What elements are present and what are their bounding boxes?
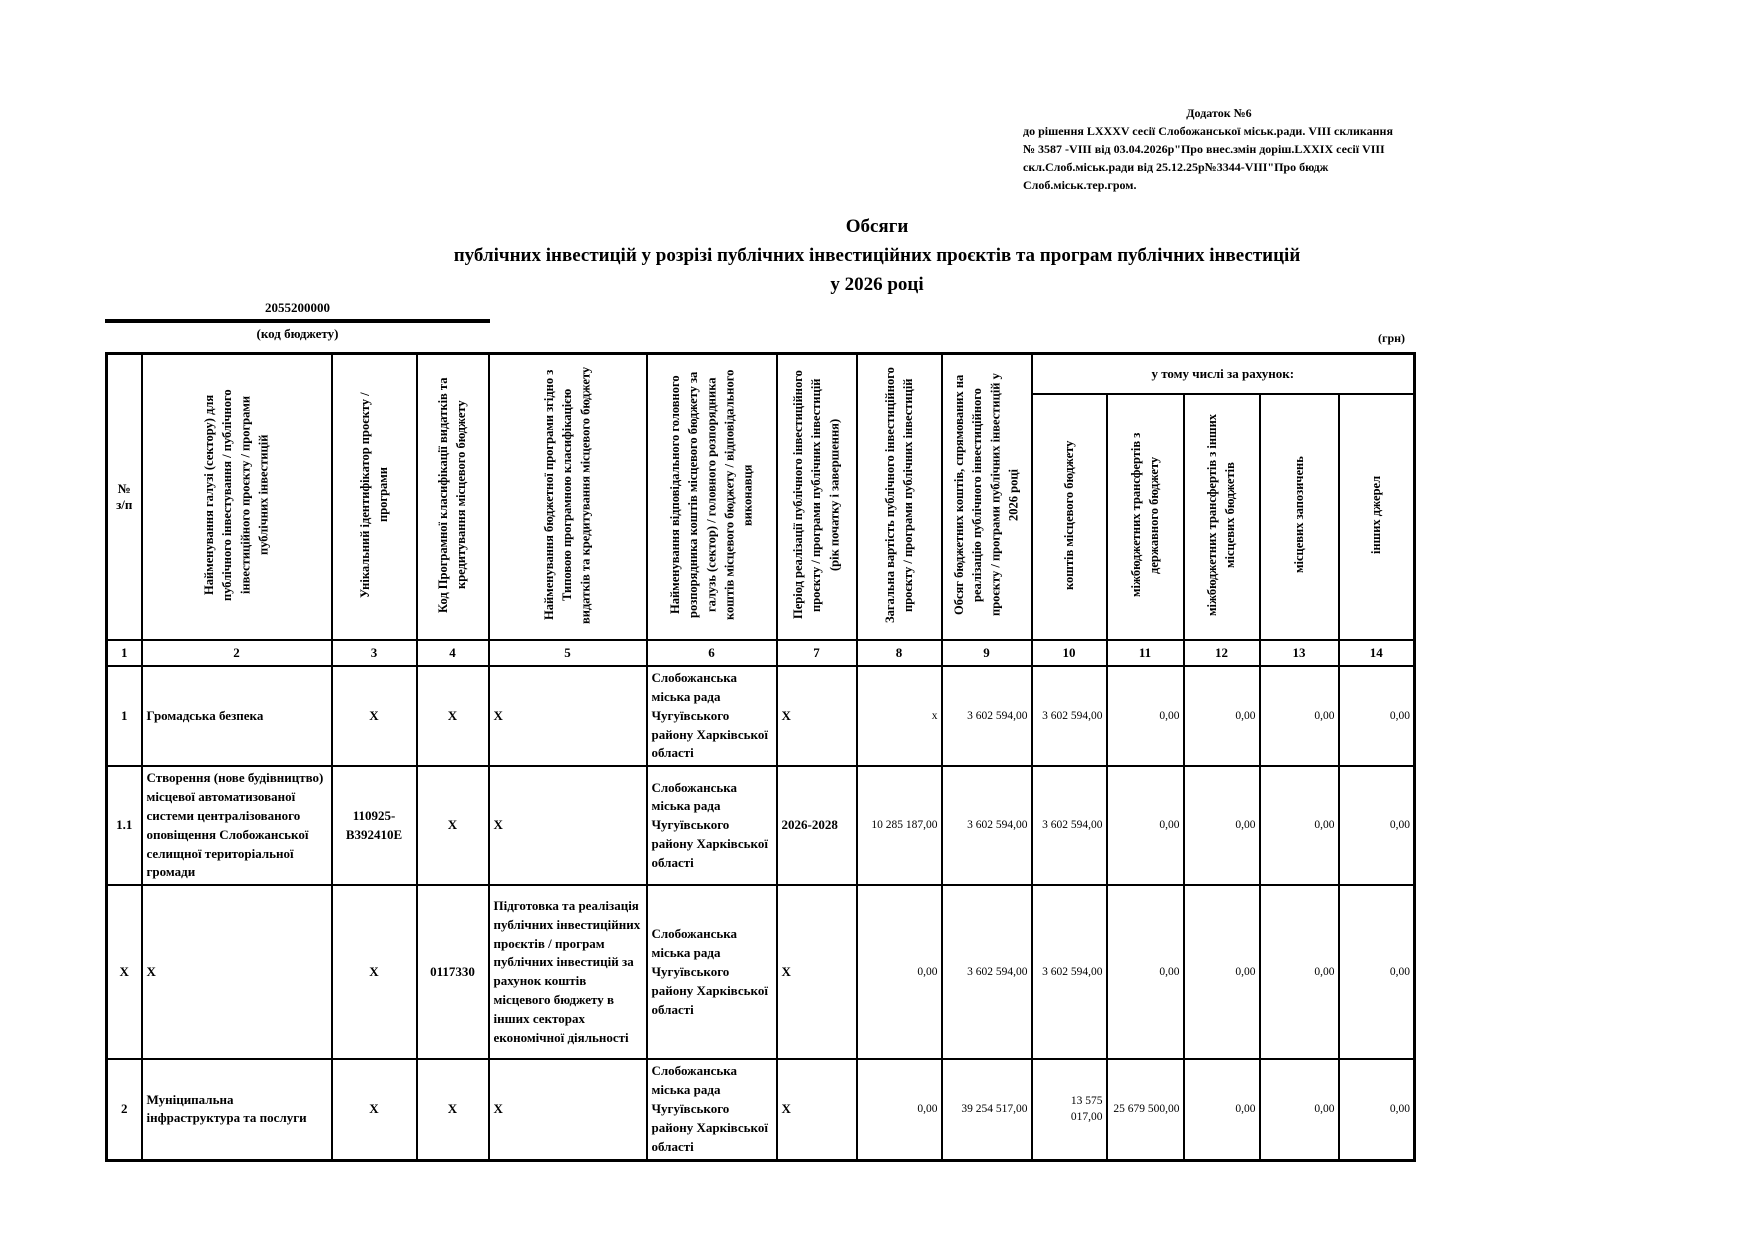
cell-row-num: 1.1	[107, 766, 142, 885]
cell-row-num: X	[107, 885, 142, 1059]
cell-local-borrowings: 0,00	[1260, 666, 1339, 766]
title-line-1: Обсяги	[845, 216, 909, 237]
cell-identifier: X	[332, 1059, 417, 1160]
cell-program-name: X	[489, 766, 647, 885]
cell-local-budget: 3 602 594,00	[1032, 666, 1107, 766]
cell-period: X	[777, 1059, 857, 1160]
cell-sector-name: Муніципальна інфраструктура та послуги	[142, 1059, 332, 1160]
cell-sector-name: Громадська безпека	[142, 666, 332, 766]
column-number-row	[107, 640, 1415, 666]
cell-total-cost: 0,00	[857, 885, 942, 1059]
column-number: 14	[1339, 640, 1415, 666]
column-header-num: № з/п	[107, 354, 142, 641]
column-header-local-borrowings: місцевих запозичень	[1260, 394, 1339, 640]
column-header-administrator: Найменування відповідального головного розпорядника коштів місцевого бюджету за галузь (сектор) / головного розпорядника коштів місцевого бюджету / відповідального виконавця	[647, 354, 777, 641]
column-number: 13	[1260, 640, 1339, 666]
cell-administrator: Слобожанська міська рада Чугуївського району Харківської області	[647, 666, 777, 766]
cell-other-local-transfers: 0,00	[1184, 1059, 1260, 1160]
cell-program-code: X	[417, 666, 489, 766]
cell-program-name: X	[489, 666, 647, 766]
cell-local-budget: 13 575 017,00	[1032, 1059, 1107, 1160]
cell-administrator: Слобожанська міська рада Чугуївського району Харківської області	[647, 1059, 777, 1160]
cell-budget-2026: 3 602 594,00	[942, 885, 1032, 1059]
table-row	[107, 1059, 1415, 1160]
appendix-title: Додаток №6	[1186, 106, 1252, 120]
column-number: 1	[107, 640, 142, 666]
cell-total-cost: х	[857, 666, 942, 766]
column-number: 5	[489, 640, 647, 666]
cell-identifier: 110925-В392410Е	[332, 766, 417, 885]
cell-local-borrowings: 0,00	[1260, 766, 1339, 885]
cell-budget-2026: 3 602 594,00	[942, 666, 1032, 766]
group-header-including: у тому числі за рахунок:	[1032, 354, 1415, 395]
appendix-block	[1023, 104, 1415, 194]
cell-other-local-transfers: 0,00	[1184, 766, 1260, 885]
column-header-state-transfers: міжбюджетних трансфертів з державного бюджету	[1107, 394, 1184, 640]
cell-other-sources: 0,00	[1339, 666, 1415, 766]
cell-state-transfers: 0,00	[1107, 666, 1184, 766]
column-header-identifier: Унікальний ідентифікатор проєкту / програми	[332, 354, 417, 641]
cell-state-transfers: 0,00	[1107, 885, 1184, 1059]
table-row	[107, 766, 1415, 885]
title-line-3: у 2026 році	[830, 274, 924, 295]
column-number: 4	[417, 640, 489, 666]
column-header-other-local-transfers: міжбюджетних трансфертів з інших місцевих бюджетів	[1184, 394, 1260, 640]
cell-sector-name: X	[142, 885, 332, 1059]
column-header-total-cost: Загальна вартість публічного інвестиційного проєкту / програми публічних інвестицій	[857, 354, 942, 641]
cell-row-num: 1	[107, 666, 142, 766]
column-number: 9	[942, 640, 1032, 666]
cell-total-cost: 10 285 187,00	[857, 766, 942, 885]
cell-program-name: X	[489, 1059, 647, 1160]
column-number: 2	[142, 640, 332, 666]
appendix-line: скл.Слоб.міськ.ради від 25.12.25р№3344-VIII"Про бюдж Слоб.міськ.тер.гром.	[1023, 160, 1329, 192]
cell-identifier: X	[332, 666, 417, 766]
cell-administrator: Слобожанська міська рада Чугуївського району Харківської області	[647, 885, 777, 1059]
column-header-other-sources: інших джерел	[1339, 394, 1415, 640]
cell-local-budget: 3 602 594,00	[1032, 766, 1107, 885]
column-number: 3	[332, 640, 417, 666]
column-header-period: Період реалізації публічного інвестиційного проєкту / програми публічних інвестицій (рік початку і завершення)	[777, 354, 857, 641]
cell-program-code: X	[417, 766, 489, 885]
cell-total-cost: 0,00	[857, 1059, 942, 1160]
column-header-budget-2026: Обсяг бюджетних коштів, спрямованих на реалізацію публічного інвестиційного проєкту / програми публічних інвестицій у 2026 році	[942, 354, 1032, 641]
cell-identifier: X	[332, 885, 417, 1059]
cell-other-sources: 0,00	[1339, 1059, 1415, 1160]
column-header-local-budget: коштів місцевого бюджету	[1032, 394, 1107, 640]
cell-period: X	[777, 666, 857, 766]
cell-budget-2026: 39 254 517,00	[942, 1059, 1032, 1160]
cell-state-transfers: 0,00	[1107, 766, 1184, 885]
cell-other-sources: 0,00	[1339, 766, 1415, 885]
cell-program-name: Підготовка та реалізація публічних інвестиційних проєктів / програм публічних інвестицій за рахунок коштів місцевого бюджету в інших секторах економічної діяльності	[489, 885, 647, 1059]
column-number: 10	[1032, 640, 1107, 666]
cell-program-code: X	[417, 1059, 489, 1160]
cell-local-borrowings: 0,00	[1260, 1059, 1339, 1160]
column-number: 12	[1184, 640, 1260, 666]
column-number: 11	[1107, 640, 1184, 666]
table-row	[107, 885, 1415, 1059]
table-row	[107, 666, 1415, 766]
cell-local-borrowings: 0,00	[1260, 885, 1339, 1059]
budget-code-label: (код бюджету)	[256, 326, 339, 341]
cell-other-sources: 0,00	[1339, 885, 1415, 1059]
appendix-line: до рішення LXXXV сесії Слобожанської міськ.ради. VIII скликання	[1023, 124, 1393, 138]
investments-table-wrap	[105, 352, 1416, 1162]
cell-sector-name: Створення (нове будівництво) місцевої автоматизованої системи централізованого оповіщення Слобожанської селищної територіальної громади	[142, 766, 332, 885]
budget-code: 2055200000	[105, 300, 490, 323]
cell-budget-2026: 3 602 594,00	[942, 766, 1032, 885]
cell-program-code: 0117330	[417, 885, 489, 1059]
cell-period: 2026-2028	[777, 766, 857, 885]
column-number: 8	[857, 640, 942, 666]
column-number: 6	[647, 640, 777, 666]
cell-administrator: Слобожанська міська рада Чугуївського району Харківської області	[647, 766, 777, 885]
appendix-line: № 3587 -VIII від 03.04.2026р"Про внес.змін доріш.LXXIX сесії VIII	[1023, 142, 1385, 156]
cell-other-local-transfers: 0,00	[1184, 666, 1260, 766]
cell-state-transfers: 25 679 500,00	[1107, 1059, 1184, 1160]
column-header-program-code: Код Програмної класифікації видатків та кредитування місцевого бюджету	[417, 354, 489, 641]
column-header-sector: Найменування галузі (сектору) для публічного інвестування / публічного інвестиційного проєкту / програми публічних інвестицій	[142, 354, 332, 641]
budget-code-block	[105, 300, 490, 342]
currency-unit: (грн)	[1378, 331, 1406, 345]
column-number: 7	[777, 640, 857, 666]
column-header-program-name: Найменування бюджетної програми згідно з Типовою програмною класифікацією видатків та кредитування місцевого бюджету	[489, 354, 647, 641]
cell-local-budget: 3 602 594,00	[1032, 885, 1107, 1059]
page-title	[0, 0, 1754, 299]
cell-period: X	[777, 885, 857, 1059]
cell-other-local-transfers: 0,00	[1184, 885, 1260, 1059]
title-line-2: публічних інвестицій у розрізі публічних інвестиційних проєктів та програм публічних інвестицій	[453, 245, 1301, 266]
cell-row-num: 2	[107, 1059, 142, 1160]
investments-table	[105, 352, 1416, 1162]
